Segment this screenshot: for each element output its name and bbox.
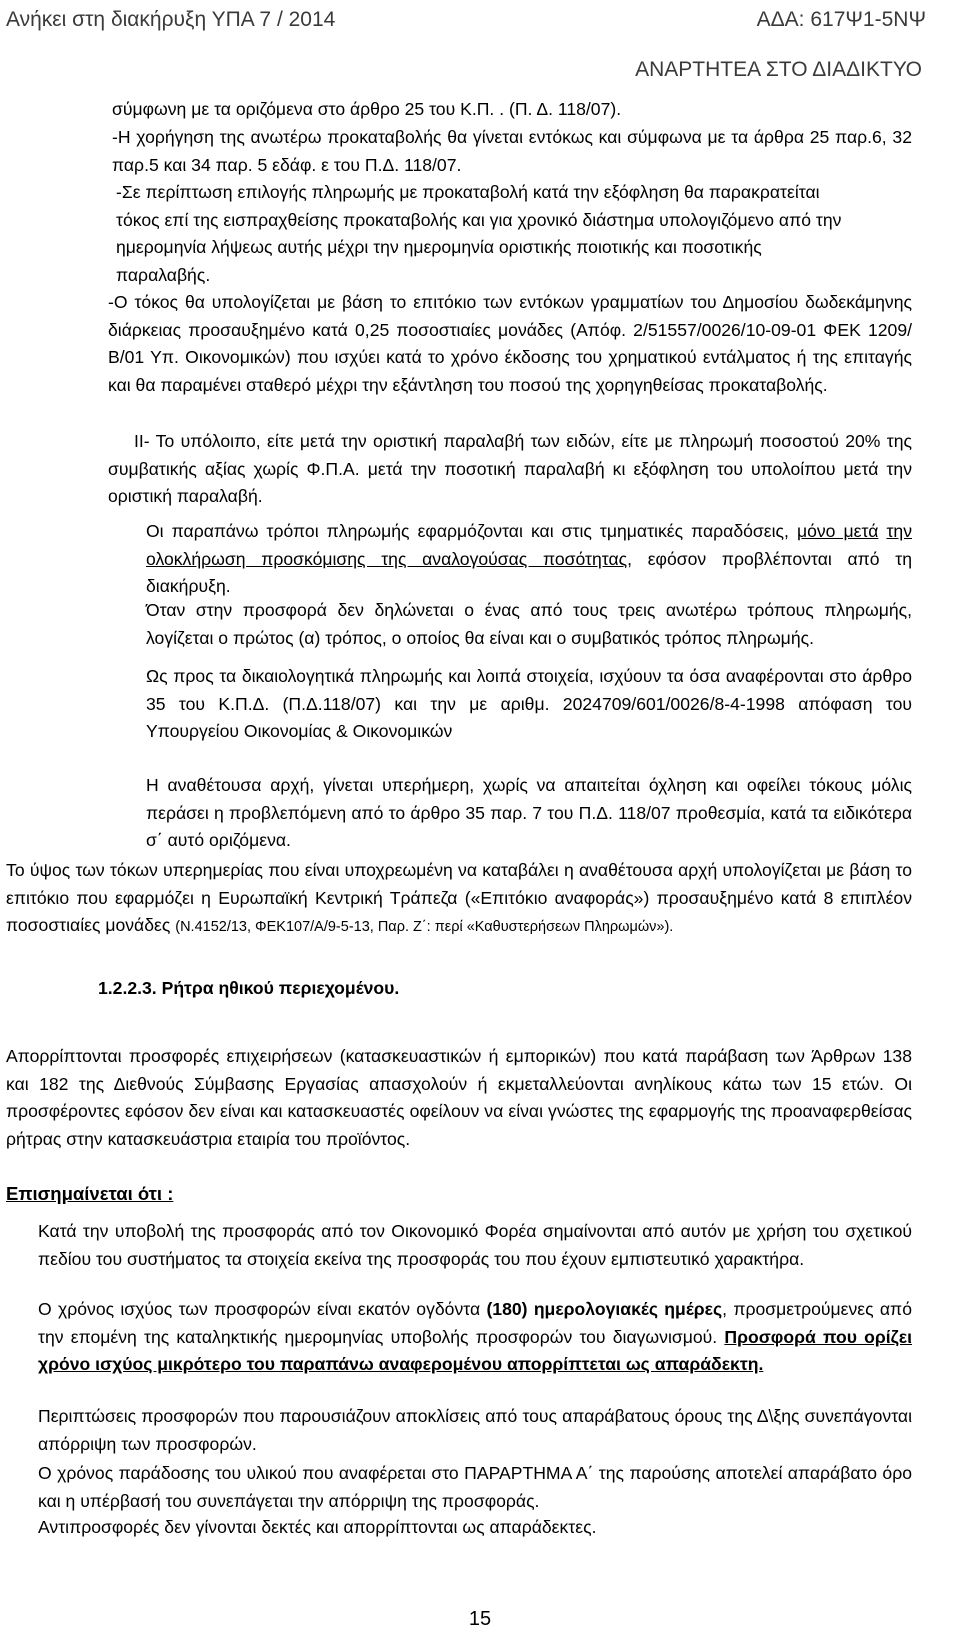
paragraph: Απορρίπτονται προσφορές επιχειρήσεων (κατασκευαστικών ή εμπορικών) που κατά παράβαση των Άρθρων 138 και 182 της Διεθνούς Σύμβασης Εργασίας απασχολούν ή εκμεταλλεύονται ανηλίκους κάτω των 15 ετών. Οι προσφέροντες εφόσον δεν είναι και κατασκευαστές οφείλουν να είναι γνώστες της εφαρμογής της προαναφερθείσας ρήτρας στην κατασκευάστρια εταιρία του προϊόντος. [6,1046,912,1149]
paragraph [146,518,912,601]
paragraph [6,857,912,942]
paragraph: σύμφωνη με τα οριζόμενα στο άρθρο 25 του Κ.Π. . (Π. Δ. 118/07). [112,99,622,119]
legal-reference: (Ν.4152/13, ΦΕΚ107/Α/9-5-13, Παρ. Ζ΄: περί «Καθυστερήσεων Πληρωμών»). [175,919,674,935]
paragraph: Ο χρόνος παράδοσης του υλικού που αναφέρεται στο ΠΑΡΑΡΤΗΜΑ Α΄ της παρούσης αποτελεί απαράβατο όρο και η υπέρβασή του συνεπάγεται την απόρριψη της προσφοράς. [38,1463,912,1511]
paragraph: -Σε περίπτωση επιλογής πληρωμής με προκαταβολή κατά την εξόφληση θα παρακρατείται τόκος επί της εισπραχθείσης προκαταβολής και για χρονικό διάστημα υπολογιζόμενο από την ημερομηνία λήψεως αυτής μέχρι την ημερομηνία οριστικής ποιοτικής και ποσοτικής παραλαβής. [116,182,842,285]
section-heading: 1.2.2.3. Ρήτρα ηθικού περιεχομένου. [98,978,400,998]
underlined-text: την ολοκλήρωση προσκόμισης της αναλογούσας ποσότητας, [146,521,912,569]
text: εφόσον προβλέπονται από τη διακήρυξη. [146,548,912,596]
header-left: Ανήκει στη διακήρυξη ΥΠΑ 7 / 2014 [6,8,336,31]
paragraph: ΙΙ- Το υπόλοιπο, είτε μετά την οριστική παραλαβή των ειδών, είτε με πληρωμή ποσοστού 20% της συμβατικής αξίας χωρίς Φ.Π.Α. μετά την ποσοτική παραλαβή κι εξόφληση του υπολοίπου μετά την οριστική παραλαβή. [108,431,912,506]
bold-text: (180) ημερολογιακές ημέρες [486,1299,723,1319]
paragraph: Όταν στην προσφορά δεν δηλώνεται ο ένας από τους τρεις ανωτέρω τρόπους πληρωμής, λογίζεται ο πρώτος (α) τρόπος, ο οποίος θα είναι και ο συμβατικός τρόπος πληρωμής. [146,600,912,648]
paragraph: Αντιπροσφορές δεν γίνονται δεκτές και απορρίπτονται ως απαράδεκτες. [38,1517,597,1537]
paragraph: Περιπτώσεις προσφορών που παρουσιάζουν αποκλίσεις από τους απαράβατους όρους της Δ\ξης συνεπάγονται απόρριψη των προσφορών. [38,1406,912,1454]
text: Το ύψος των τόκων υπερημερίας που είναι υποχρεωμένη να καταβάλει η αναθέτουσα αρχή υπολογίζεται με βάση το επιτόκιο που εφαρμόζει η Ευρωπαϊκή Κεντρική Τράπεζα («Επιτόκιο αναφοράς») προσαυξημένο κατά 8 επιπλέον ποσοστιαίες μονάδες [6,860,912,935]
paragraph: -Ο τόκος θα υπολογίζεται με βάση το επιτόκιο των εντόκων γραμματίων του Δημοσίου δωδεκάμηνης διάρκειας προσαυξημένο κατά 0,25 ποσοστιαίες μονάδες (Απόφ. 2/51557/0026/10-09-01 ΦΕΚ 1209/Β/01 Υπ. Οικονομικών) που ισχύει κατά το χρόνο έκδοσης του χρηματικού εντάλματος ή της επιταγής και θα παραμένει σταθερό μέχρι την εξάντληση του ποσού της χορηγηθείσας προκαταβολής. [108,292,912,395]
bold-underlined-text: Προσφορά που ορίζει χρόνο ισχύος μικρότερο του παραπάνω αναφερομένου απορρίπτεται ως απαράδεκτη. [38,1326,912,1374]
paragraph: Ως προς τα δικαιολογητικά πληρωμής και λοιπά στοιχεία, ισχύουν τα όσα αναφέρονται στο άρθρο 35 του Κ.Π.Δ. (Π.Δ.118/07) και την με αριθμ. 2024709/601/0026/8-4-1998 απόφαση του Υπουργείου Οικονομίας & Οικονομικών [146,666,912,741]
text: , προσμετρούμενες από την επομένη της καταληκτικής ημερομηνίας υποβολής προσφορών του διαγωνισμού. [38,1299,912,1347]
underlined-text: μόνο μετά [796,521,879,541]
notice-heading: Επισημαίνεται ότι : [6,1183,174,1204]
paragraph [38,1296,912,1379]
header-ada-code: ΑΔΑ: 617Ψ1-5ΝΨ [756,8,926,31]
paragraph: Κατά την υποβολή της προσφοράς από τον Οικονομικό Φορέα σημαίνονται από αυτόν με χρήση του σχετικού πεδίου του συστήματος τα στοιχεία εκείνα της προσφοράς του που έχουν εμπιστευτικό χαρακτήρα. [38,1221,912,1269]
header-internet-notice: ΑΝΑΡΤΗΤΕΑ ΣΤΟ ΔΙΑΔΙΚΤΥΟ [635,58,922,81]
page-number: 15 [468,1608,492,1630]
text: Ο χρόνος ισχύος των προσφορών είναι εκατόν ογδόντα [38,1299,487,1319]
text: Οι παραπάνω τρόποι πληρωμής εφαρμόζονται και στις τμηματικές παραδόσεις, [146,521,797,541]
paragraph: Η αναθέτουσα αρχή, γίνεται υπερήμερη, χωρίς να απαιτείται όχληση και οφείλει τόκους μόλις περάσει η προβλεπόμενη από το άρθρο 35 παρ. 7 του Π.Δ. 118/07 προθεσμία, κατά τα ειδικότερα σ΄ αυτό οριζόμενα. [146,775,912,850]
paragraph: -Η χορήγηση της ανωτέρω προκαταβολής θα γίνεται εντόκως και σύμφωνα με τα άρθρα 25 παρ.6, 32 παρ.5 και 34 παρ. 5 εδάφ. ε του Π.Δ. 118/07. [112,127,912,175]
